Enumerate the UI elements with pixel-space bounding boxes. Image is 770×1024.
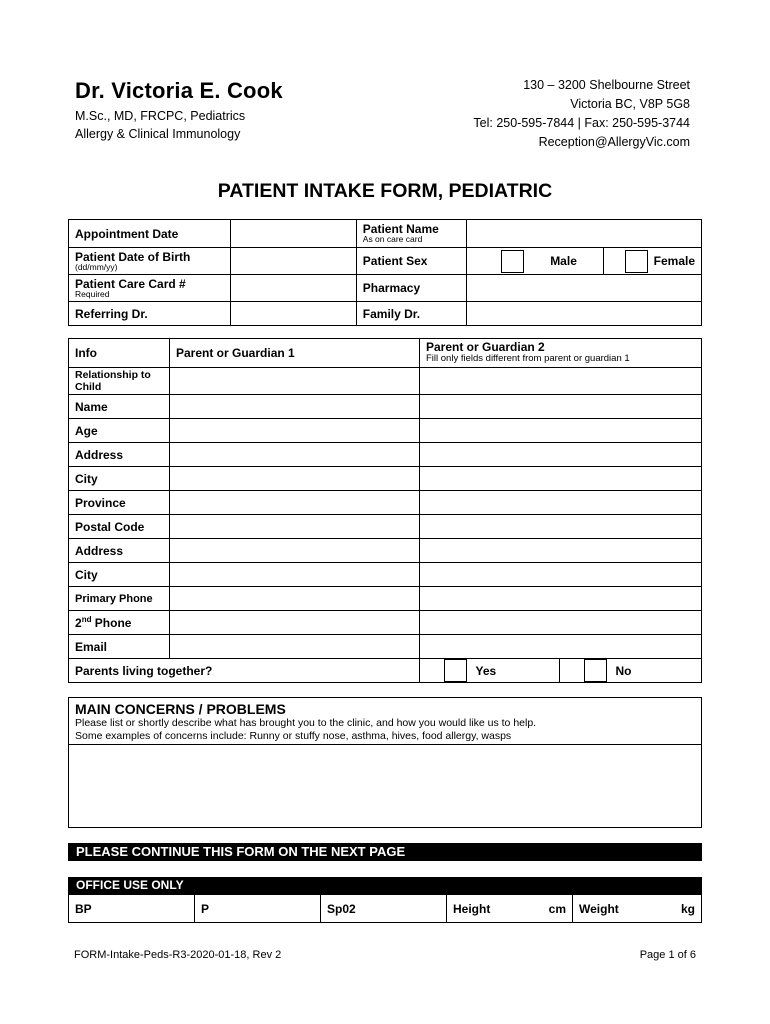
guardian2-title: Parent or Guardian 2	[426, 340, 545, 354]
care-card-text: Patient Care Card #	[75, 276, 186, 291]
row-label-name: Name	[69, 395, 170, 419]
g1-second-phone-field[interactable]	[170, 611, 420, 635]
office-use-table	[68, 894, 702, 923]
appointment-date-field[interactable]	[230, 220, 356, 248]
row-label-primary-phone: Primary Phone	[69, 587, 170, 611]
form-title: PATIENT INTAKE FORM, PEDIATRIC	[217, 180, 553, 202]
patient-name-field[interactable]	[467, 220, 702, 248]
doctor-name: Dr. Victoria E. Cook	[75, 78, 283, 103]
g2-city2-field[interactable]	[420, 563, 702, 587]
patient-sex-label: Patient Sex	[356, 248, 467, 275]
male-checkbox[interactable]	[501, 250, 524, 273]
concerns-title: MAIN CONCERNS / PROBLEMS	[75, 701, 286, 717]
info-header: Info	[69, 339, 170, 368]
row-label-city: City	[69, 467, 170, 491]
female-checkbox-cell	[603, 248, 648, 275]
g2-province-field[interactable]	[420, 491, 702, 515]
continue-banner: PLEASE CONTINUE THIS FORM ON THE NEXT PAGE	[68, 843, 702, 861]
care-card-field[interactable]	[230, 275, 356, 302]
address-line2: Victoria BC, V8P 5G8	[570, 97, 690, 111]
g2-relationship-field[interactable]	[420, 368, 702, 395]
g2-second-phone-field[interactable]	[420, 611, 702, 635]
yes-checkbox[interactable]	[444, 659, 467, 682]
guardian2-header	[420, 339, 702, 368]
row-label-email: Email	[69, 635, 170, 659]
care-card-label	[69, 275, 231, 302]
g1-city-field[interactable]	[170, 467, 420, 491]
no-label: No	[610, 659, 702, 683]
g1-address-field[interactable]	[170, 443, 420, 467]
g1-email-field[interactable]	[170, 635, 420, 659]
form-id: FORM-Intake-Peds-R3-2020-01-18, Rev 2	[74, 949, 282, 961]
address-line1: 130 – 3200 Shelbourne Street	[523, 78, 690, 92]
guardian-table	[68, 338, 702, 683]
male-label: Male	[524, 248, 603, 275]
care-card-hint: Required	[75, 288, 110, 299]
g2-address-field[interactable]	[420, 443, 702, 467]
patient-name-text: Patient Name	[362, 222, 439, 236]
yes-checkbox-cell	[420, 659, 470, 683]
p-cell[interactable]	[195, 895, 321, 923]
patient-info-table	[68, 219, 702, 326]
g2-primary-phone-field[interactable]	[420, 587, 702, 611]
dob-hint: (dd/mm/yy)	[75, 261, 118, 272]
cm-unit: cm	[548, 901, 566, 916]
second-phone-num: 2	[75, 616, 82, 630]
bp-label: BP	[75, 901, 92, 916]
patient-name-label	[356, 220, 467, 248]
concerns-header	[69, 698, 701, 745]
row-label-address: Address	[69, 443, 170, 467]
clinic-email: Reception@AllergyVic.com	[538, 135, 690, 149]
row-label-postal-code: Postal Code	[69, 515, 170, 539]
sp02-cell[interactable]	[321, 895, 447, 923]
row-label-age: Age	[69, 419, 170, 443]
no-checkbox[interactable]	[584, 659, 607, 682]
page-number: Page 1 of 6	[639, 949, 696, 961]
patient-dob-label	[69, 248, 231, 275]
second-phone-rest: Phone	[91, 616, 132, 630]
g1-primary-phone-field[interactable]	[170, 587, 420, 611]
bp-cell[interactable]	[69, 895, 195, 923]
family-dr-label: Family Dr.	[356, 302, 467, 326]
p-label: P	[201, 901, 210, 916]
g2-email-field[interactable]	[420, 635, 702, 659]
office-use-title: OFFICE USE ONLY	[68, 877, 702, 894]
concerns-line2: Some examples of concerns include: Runny or stuffy nose, asthma, hives, food allergy, wasps	[75, 730, 512, 742]
guardian1-header: Parent or Guardian 1	[170, 339, 420, 368]
no-checkbox-cell	[560, 659, 610, 683]
referring-dr-field[interactable]	[230, 302, 356, 326]
g1-province-field[interactable]	[170, 491, 420, 515]
g1-city2-field[interactable]	[170, 563, 420, 587]
sp02-label: Sp02	[327, 901, 356, 916]
family-dr-field[interactable]	[467, 302, 702, 326]
g1-postal-code-field[interactable]	[170, 515, 420, 539]
main-concerns-box	[68, 697, 702, 828]
height-label: Height	[453, 901, 491, 916]
patient-dob-text: Patient Date of Birth	[75, 249, 191, 264]
patient-dob-field[interactable]	[230, 248, 356, 275]
doctor-credentials: M.Sc., MD, FRCPC, Pediatrics	[75, 109, 246, 123]
g1-relationship-field[interactable]	[170, 368, 420, 395]
yes-label: Yes	[470, 659, 560, 683]
g1-address2-field[interactable]	[170, 539, 420, 563]
g2-address2-field[interactable]	[420, 539, 702, 563]
concerns-line1: Please list or shortly describe what has brought you to the clinic, and how you would like us to help.	[75, 717, 537, 729]
kg-unit: kg	[680, 901, 695, 916]
female-label: Female	[648, 248, 702, 275]
weight-label: Weight	[579, 901, 619, 916]
male-checkbox-cell	[467, 248, 525, 275]
g1-age-field[interactable]	[170, 419, 420, 443]
g2-name-field[interactable]	[420, 395, 702, 419]
female-checkbox[interactable]	[625, 250, 648, 273]
row-label-address-2: Address	[69, 539, 170, 563]
second-phone-sup: nd	[81, 615, 92, 624]
g1-name-field[interactable]	[170, 395, 420, 419]
appointment-date-label: Appointment Date	[69, 220, 231, 248]
height-cell[interactable]	[447, 895, 573, 923]
row-label-second-phone	[69, 611, 170, 635]
pharmacy-field[interactable]	[467, 275, 702, 302]
weight-cell[interactable]	[573, 895, 702, 923]
concerns-text-area[interactable]	[69, 745, 701, 827]
g2-age-field[interactable]	[420, 419, 702, 443]
phone-fax: Tel: 250-595-7844 | Fax: 250-595-3744	[473, 116, 690, 130]
g2-city-field[interactable]	[420, 467, 702, 491]
row-label-province: Province	[69, 491, 170, 515]
row-label-city-2: City	[69, 563, 170, 587]
g2-postal-code-field[interactable]	[420, 515, 702, 539]
referring-dr-label: Referring Dr.	[69, 302, 231, 326]
guardian2-hint: Fill only fields different from parent or guardian 1	[426, 353, 630, 364]
pharmacy-label: Pharmacy	[356, 275, 467, 302]
patient-name-hint: As on care card	[362, 234, 423, 244]
living-together-label: Parents living together?	[69, 659, 420, 683]
doctor-specialty: Allergy & Clinical Immunology	[75, 127, 241, 141]
row-label-relationship: Relationship to Child	[69, 368, 170, 395]
clinic-contact	[473, 76, 690, 152]
